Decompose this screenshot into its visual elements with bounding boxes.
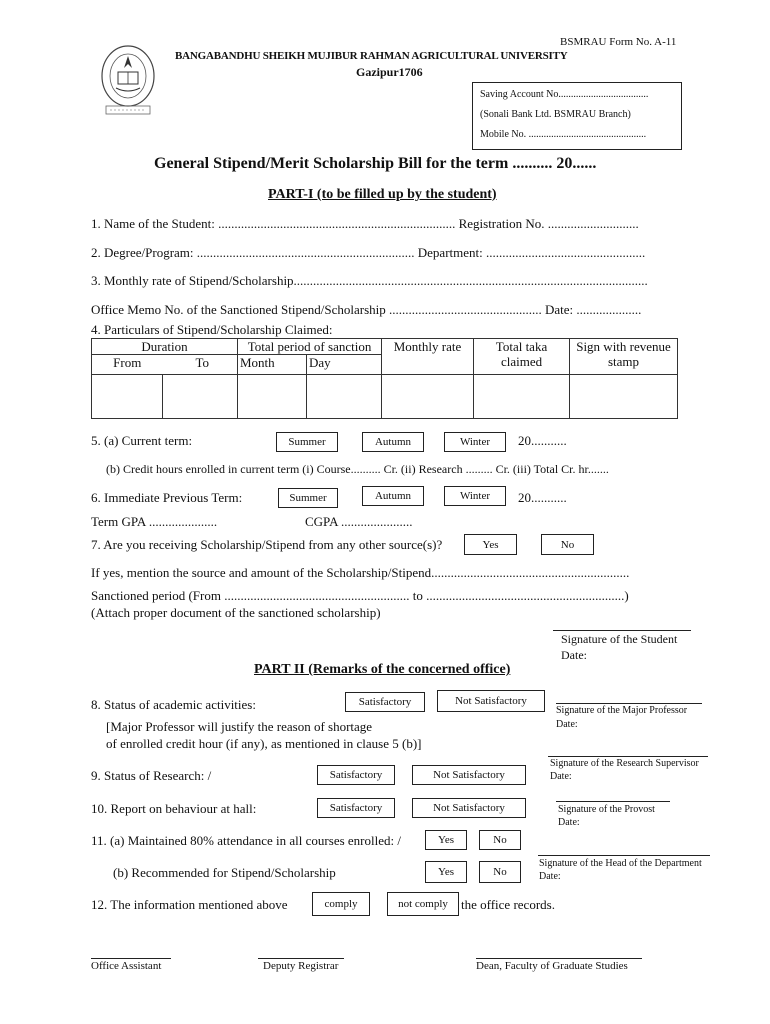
comply-option[interactable]: comply: [312, 892, 370, 916]
provost-signature-label: Signature of the Provost: [558, 804, 655, 815]
previous-term-winter-option[interactable]: Winter: [444, 486, 506, 506]
provost-date: Date:: [558, 817, 580, 828]
term-gpa-field[interactable]: Term GPA .....................: [91, 514, 218, 529]
particulars-table: [91, 338, 678, 419]
research-status-label: 9. Status of Research: /: [91, 768, 212, 783]
attendance-no-option[interactable]: No: [479, 830, 521, 850]
major-professor-date: Date:: [556, 719, 578, 730]
other-scholarship-no-option[interactable]: No: [541, 534, 594, 555]
duration-header: Duration: [92, 339, 238, 355]
research-not-satisfactory-option[interactable]: Not Satisfactory: [412, 765, 526, 785]
research-satisfactory-option[interactable]: Satisfactory: [317, 765, 395, 785]
attendance-label: 11. (a) Maintained 80% attendance in all courses enrolled: /: [91, 833, 401, 848]
sign-stamp-header: Sign with revenue stamp: [570, 339, 678, 375]
other-scholarship-yes-option[interactable]: Yes: [464, 534, 517, 555]
day-header: Day: [307, 355, 382, 375]
major-professor-signature-line[interactable]: [556, 703, 702, 704]
academic-satisfactory-option[interactable]: Satisfactory: [345, 692, 425, 712]
previous-term-summer-option[interactable]: Summer: [278, 488, 338, 508]
university-logo: [96, 42, 160, 118]
current-term-winter-option[interactable]: Winter: [444, 432, 506, 452]
attendance-yes-option[interactable]: Yes: [425, 830, 467, 850]
previous-term-autumn-option[interactable]: Autumn: [362, 486, 424, 506]
head-signature-label: Signature of the Head of the Department: [539, 858, 702, 869]
student-name-field[interactable]: 1. Name of the Student: ......................................................................... Registration No. ............................: [91, 216, 639, 231]
university-name: BANGABANDHU SHEIKH MUJIBUR RAHMAN AGRICULTURAL UNIVERSITY: [175, 50, 568, 62]
previous-term-year-field[interactable]: 20...........: [518, 490, 567, 505]
research-supervisor-signature-label: Signature of the Research Supervisor: [550, 758, 699, 769]
mobile-number-field[interactable]: Mobile No. ...............................................: [480, 129, 647, 140]
research-supervisor-signature-line[interactable]: [548, 756, 708, 757]
university-city: Gazipur1706: [356, 65, 423, 79]
research-supervisor-date: Date:: [550, 771, 572, 782]
other-scholarship-label: 7. Are you receiving Scholarship/Stipend from any other source(s)?: [91, 537, 443, 552]
to-header: To: [163, 355, 238, 375]
office-records-suffix: the office records.: [461, 897, 555, 912]
major-professor-note-2: of enrolled credit hour (if any), as mentioned in clause 5 (b)]: [106, 736, 422, 751]
degree-program-field[interactable]: 2. Degree/Program: ................................................................... Department: .................................................: [91, 245, 646, 260]
monthly-rate-field[interactable]: 3. Monthly rate of Stipend/Scholarship.............................................................................................................: [91, 273, 648, 288]
hall-behaviour-label: 10. Report on behaviour at hall:: [91, 801, 257, 816]
head-signature-line[interactable]: [538, 855, 710, 856]
provost-signature-line[interactable]: [556, 801, 670, 802]
day-cell[interactable]: [307, 375, 382, 419]
student-signature-label: Signature of the Student: [561, 632, 678, 646]
previous-term-label: 6. Immediate Previous Term:: [91, 490, 243, 505]
deputy-registrar-signature-line[interactable]: [258, 958, 344, 959]
student-signature-line[interactable]: [553, 630, 691, 631]
particulars-label: 4. Particulars of Stipend/Scholarship Claimed:: [91, 322, 333, 337]
not-comply-option[interactable]: not comply: [387, 892, 459, 916]
office-assistant-signature-line[interactable]: [91, 958, 171, 959]
attach-document-note: (Attach proper document of the sanctioned scholarship): [91, 605, 381, 620]
monthly-rate-cell[interactable]: [382, 375, 474, 419]
form-title: General Stipend/Merit Scholarship Bill for the term .......... 20......: [154, 155, 597, 172]
major-professor-note-1: [Major Professor will justify the reason of shortage: [106, 719, 373, 734]
current-term-label: 5. (a) Current term:: [91, 433, 193, 448]
part1-heading: PART-I (to be filled up by the student): [268, 187, 497, 202]
scholarship-source-field[interactable]: If yes, mention the source and amount of the Scholarship/Stipend.............................................................: [91, 565, 630, 580]
form-number: BSMRAU Form No. A-11: [560, 36, 677, 48]
academic-status-label: 8. Status of academic activities:: [91, 697, 256, 712]
office-assistant-label: Office Assistant: [91, 960, 162, 972]
office-records-label: 12. The information mentioned above: [91, 897, 288, 912]
sign-stamp-cell[interactable]: [570, 375, 678, 419]
total-taka-cell[interactable]: [474, 375, 570, 419]
current-term-year-field[interactable]: 20...........: [518, 433, 567, 448]
current-term-autumn-option[interactable]: Autumn: [362, 432, 424, 452]
account-info-box: [472, 82, 682, 150]
hall-not-satisfactory-option[interactable]: Not Satisfactory: [412, 798, 526, 818]
month-header: Month: [238, 355, 307, 375]
total-period-header: Total period of sanction: [238, 339, 382, 355]
dean-signature-line[interactable]: [476, 958, 642, 959]
academic-not-satisfactory-option[interactable]: Not Satisfactory: [437, 690, 545, 712]
part2-heading: PART II (Remarks of the concerned office): [254, 662, 511, 677]
to-cell[interactable]: [163, 375, 238, 419]
deputy-registrar-label: Deputy Registrar: [263, 960, 339, 972]
total-taka-header: Total taka claimed: [474, 339, 570, 375]
from-header: From: [92, 355, 163, 375]
current-term-summer-option[interactable]: Summer: [276, 432, 338, 452]
recommended-no-option[interactable]: No: [479, 861, 521, 883]
recommended-label: (b) Recommended for Stipend/Scholarship: [113, 865, 336, 880]
from-cell[interactable]: [92, 375, 163, 419]
bank-branch: (Sonali Bank Ltd. BSMRAU Branch): [480, 109, 631, 120]
head-signature-date: Date:: [539, 871, 561, 882]
monthly-rate-header: Monthly rate: [382, 339, 474, 375]
hall-satisfactory-option[interactable]: Satisfactory: [317, 798, 395, 818]
savings-account-field[interactable]: Saving Account No....................................: [480, 89, 649, 100]
student-signature-date: Date:: [561, 648, 587, 662]
credit-hours-field[interactable]: (b) Credit hours enrolled in current term (i) Course.......... Cr. (ii) Research ......... Cr. (iii) Total Cr. hr.......: [106, 462, 609, 476]
office-memo-field[interactable]: Office Memo No. of the Sanctioned Stipend/Scholarship ............................................... Date: ....................: [91, 302, 642, 317]
dean-label: Dean, Faculty of Graduate Studies: [476, 960, 628, 972]
month-cell[interactable]: [238, 375, 307, 419]
cgpa-field[interactable]: CGPA ......................: [305, 514, 413, 529]
recommended-yes-option[interactable]: Yes: [425, 861, 467, 883]
major-professor-signature-label: Signature of the Major Professor: [556, 705, 688, 716]
sanctioned-period-field[interactable]: Sanctioned period (From ......................................................... to .............................................................): [91, 588, 629, 603]
